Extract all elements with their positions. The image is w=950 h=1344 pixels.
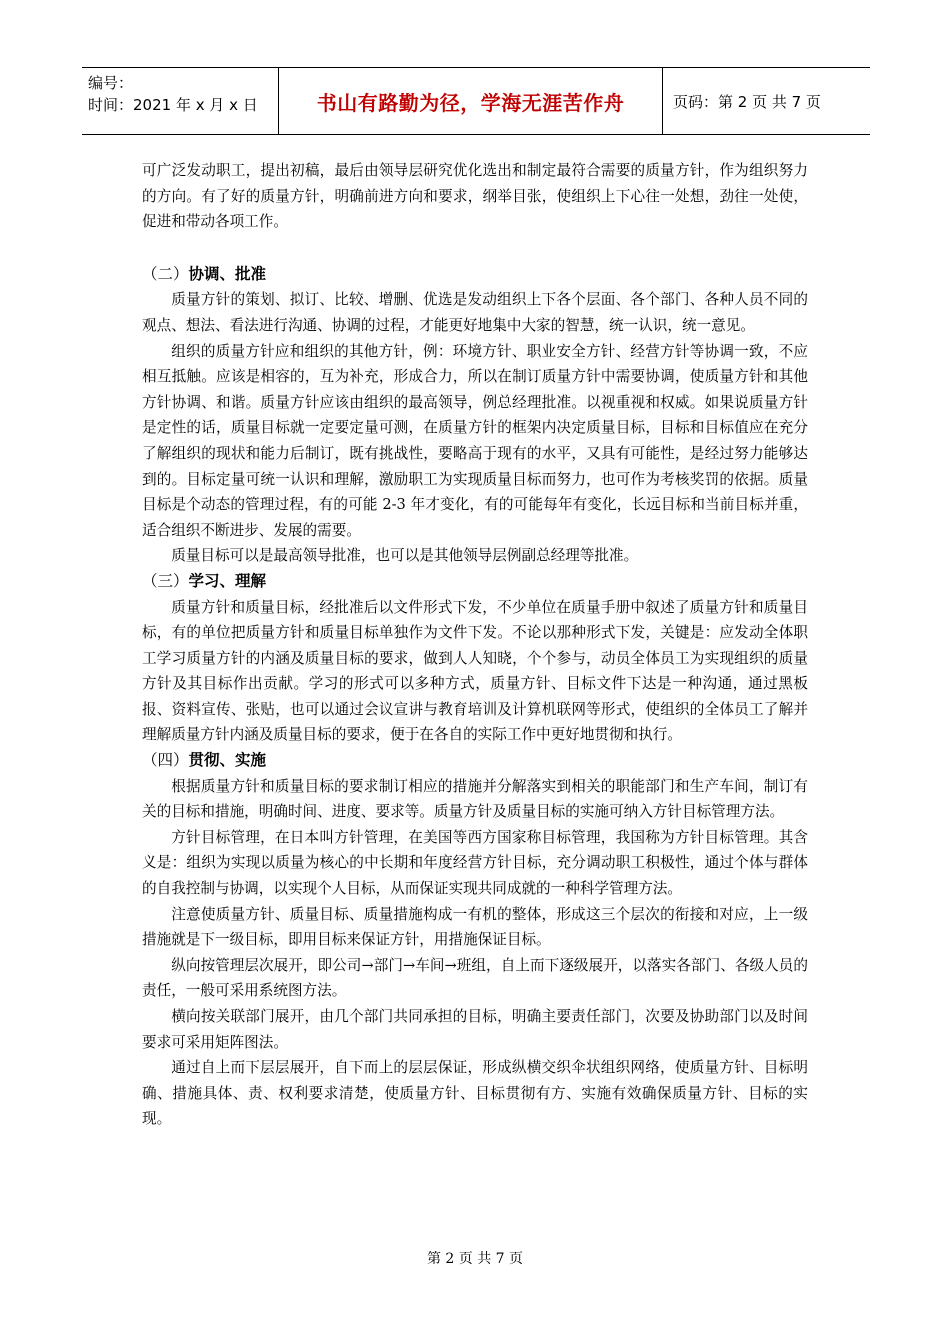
- paragraph: 通过自上而下层层展开，自下而上的层层保证，形成纵横交织伞状组织网络，使质量方针、目标明确、措施具体、责、权利要求清楚，使质量方针、目标贯彻有方、实施有效确保质量方针、目标的实现。: [142, 1059, 808, 1128]
- section-title: 学习、理解: [188, 571, 267, 590]
- paragraph: 注意使质量方针、质量目标、质量措施构成一有机的整体，形成这三个层次的衔接和对应，上一级措施就是下一级目标，即用目标来保证方针，用措施保证目标。: [142, 905, 808, 949]
- paragraph: 质量方针的策划、拟订、比较、增删、优选是发动组织上下各个层面、各个部门、各种人员不同的观点、想法、看法进行沟通、协调的过程，才能更好地集中大家的智慧，统一认识，统一意见。: [142, 291, 808, 334]
- doc-number-label: 编号：: [88, 74, 134, 92]
- paragraph: 纵向按管理层次展开，即公司→部门→车间→班组，自上而下逐级展开，以落实各部门、各级人员的责任，一般可采用系统图方法。: [142, 956, 808, 1000]
- section-heading-3: [142, 569, 808, 595]
- paragraph: 质量方针和质量目标，经批准后以文件形式下发，不少单位在质量手册中叙述了质量方针和质量目标，有的单位把质量方针和质量目标单独作为文件下发。不论以那种形式下发，关键是：应发动全体职工学习质量方针的内涵及质量目标的要求，做到人人知晓，个个参与，动员全体员工为实现组织的质量方针及其目标作出贡献。学习的形式可以多种方式，质量方针、目标文件下达是一种沟通，通过黑板报、资料宣传、张贴，也可以通过会议宣讲与教育培训及计算机联网等形式，使组织的全体员工了解并理解质量方针内涵及质量目标的要求，便于在各自的实际工作中更好地贯彻和执行。: [142, 598, 808, 744]
- section-title: 贯彻、实施: [188, 751, 267, 770]
- header-page-number: 页码：第 2 页 共 7 页: [673, 92, 821, 111]
- paragraph: 质量目标可以是最高领导批准，也可以是其他领导层例副总经理等批准。: [171, 547, 639, 565]
- page-header: [82, 67, 870, 135]
- section-heading-4: [142, 748, 808, 774]
- paragraph: 横向按关联部门展开，由几个部门共同承担的目标，明确主要责任部门，次要及协助部门以及时间要求可采用矩阵图法。: [142, 1008, 808, 1051]
- section-title: 协调、批准: [188, 264, 267, 283]
- section-number: （三）: [142, 571, 189, 590]
- paragraph: 组织的质量方针应和组织的其他方针，例：环境方针、职业安全方针、经营方针等协调一致，不应相互抵触。应该是相容的，互为补充，形成合力，所以在制订质量方针中需要协调，使质量方针和其他方针协调、和谐。质量方针应该由组织的最高领导，例总经理批准。以视重视和权威。如果说质量方针是定性的话，质量目标就一定要定量可测，在质量方针的框架内决定质量目标，目标和目标值应在充分了解组织的现状和能力后制订，既有挑战性，要略高于现有的水平，又具有可能性，是经过努力能够达到的。目标定量可统一认识和理解，激励职工为实现质量目标而努力，也可作为考核奖罚的依据。质量目标是个动态的管理过程，有的可能 2-3 年才变化，有的可能每年有变化，长远目标和当前目标并重，适合组织不断进步、发展的需要。: [142, 342, 808, 539]
- header-motto: 书山有路勤为径，学海无涯苦作舟: [278, 68, 663, 134]
- section-number: （二）: [142, 264, 189, 283]
- section-number: （四）: [142, 751, 189, 770]
- document-body: [142, 158, 808, 1132]
- doc-date-label: 时间：2021 年 x 月 x 日: [88, 96, 258, 114]
- page-footer: 第 2 页 共 7 页: [426, 1251, 524, 1267]
- section-gap: [142, 235, 808, 262]
- intro-paragraph: 可广泛发动职工，提出初稿，最后由领导层研究优化选出和制定最符合需要的质量方针，作为组织努力的方向。有了好的质量方针，明确前进方向和要求，纲举目张，使组织上下心往一处想，劲往一处使，促进和带动各项工作。: [142, 162, 808, 231]
- section-heading-2: [142, 262, 808, 288]
- paragraph: 根据质量方针和质量目标的要求制订相应的措施并分解落实到相关的职能部门和生产车间，制订有关的目标和措施，明确时间、进度、要求等。质量方针及质量目标的实施可纳入方针目标管理方法。: [142, 777, 808, 821]
- paragraph: 方针目标管理，在日本叫方针管理，在美国等西方国家称目标管理，我国称为方针目标管理。其含义是：组织为实现以质量为核心的中长期和年度经营方针目标，充分调动职工积极性，通过个体与群体的自我控制与协调，以实现个人目标，从而保证实现共同成就的一种科学管理方法。: [142, 828, 808, 898]
- header-meta: [82, 68, 278, 134]
